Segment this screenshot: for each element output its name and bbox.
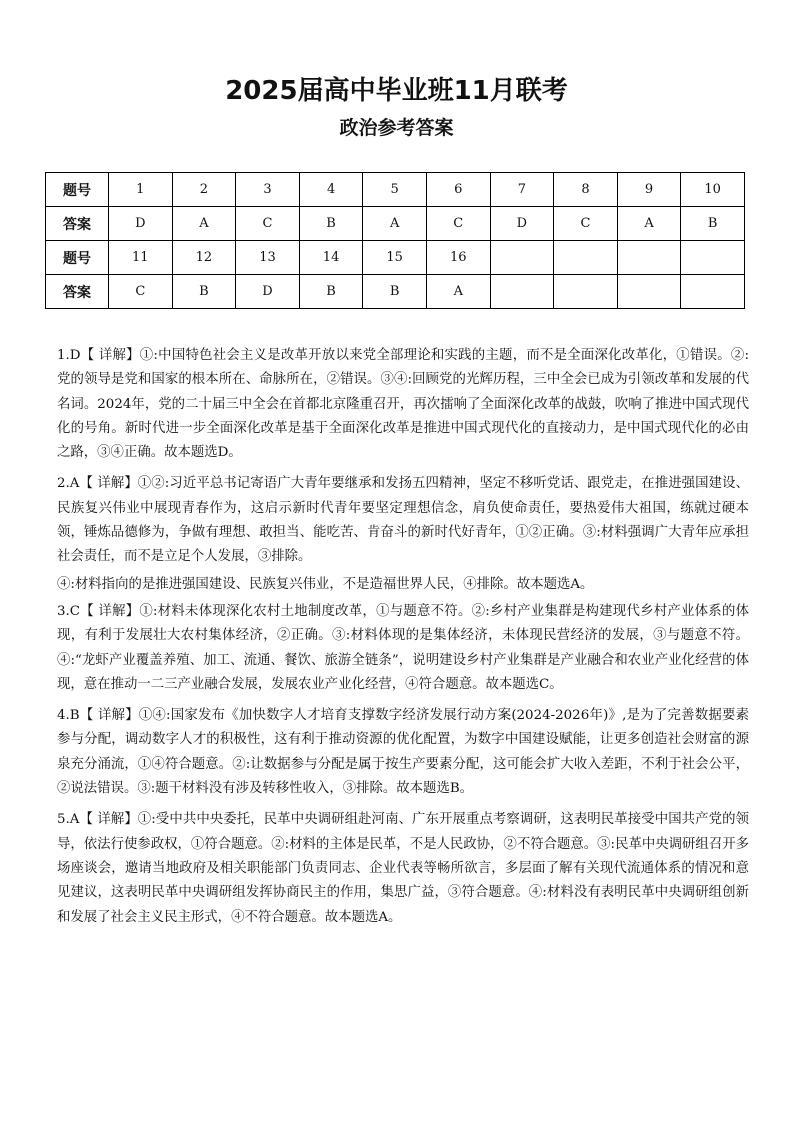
- question-number-cell: [490, 241, 554, 275]
- answer-cell: [554, 275, 618, 309]
- answer-row: [46, 207, 745, 241]
- answer-cell: B: [681, 207, 745, 241]
- question-number-cell: [554, 241, 618, 275]
- answer-cell: B: [363, 275, 427, 309]
- question-number-cell: 11: [109, 241, 173, 275]
- question-number-cell: 15: [363, 241, 427, 275]
- answer-cell: [681, 275, 745, 309]
- question-number-cell: 5: [363, 173, 427, 207]
- question-number-cell: 13: [236, 241, 300, 275]
- answer-cell: D: [109, 207, 173, 241]
- explanation-paragraph: 2.A【 详解】①②:习近平总书记寄语广大青年要继承和发扬五四精神，坚定不移听党话、跟党走，在推进强国建设、民族复兴伟业中展现青春作为，这启示新时代青年要坚定理想信念，肩负使命责任，要热爱伟大祖国，练就过硬本领，锤炼品德修为，争做有理想、敢担当、能吃苦、肯奋斗的新时代好青年，①②正确。③:材料强调广大青年应承担社会责任，而不是立足个人发展，③排除。: [57, 476, 749, 565]
- answer-cell: A: [617, 207, 681, 241]
- question-number-label: 题号: [46, 173, 109, 207]
- question-number-cell: 2: [172, 173, 236, 207]
- answer-table: [45, 172, 745, 309]
- answer-label: 答案: [46, 207, 109, 241]
- question-number-cell: 10: [681, 173, 745, 207]
- explanation-paragraph: ④:材料指向的是推进强国建设、民族复兴伟业，不是造福世界人民，④排除。故本题选A。: [57, 576, 594, 592]
- explanation-section: [57, 344, 749, 937]
- answer-cell: B: [299, 275, 363, 309]
- page-title: 2025届高中毕业班11月联考: [225, 76, 568, 106]
- answer-cell: C: [109, 275, 173, 309]
- answer-cell: D: [236, 275, 300, 309]
- question-number-cell: 1: [109, 173, 173, 207]
- question-number-cell: 16: [426, 241, 490, 275]
- answer-cell: [490, 275, 554, 309]
- question-number-label: 题号: [46, 241, 109, 275]
- answer-label: 答案: [46, 275, 109, 309]
- answer-cell: C: [236, 207, 300, 241]
- answer-cell: A: [172, 207, 236, 241]
- page-subtitle: 政治参考答案: [339, 117, 454, 139]
- question-number-cell: 7: [490, 173, 554, 207]
- answer-cell: A: [363, 207, 427, 241]
- explanation-paragraph: 5.A【 详解】①:受中共中央委托，民革中央调研组赴河南、广东开展重点考察调研，这表明民革接受中国共产党的领导，依法行使参政权，①符合题意。②:材料的主体是民革，不是人民政协，②不符合题意。③:民革中央调研组召开多场座谈会，邀请当地政府及相关职能部门负责同志、企业代表等畅所欲言，多层面了解有关现代流通体系的情况和意见建议，这表明民革中央调研组发挥协商民主的作用，集思广益，③符合题意。④:材料没有表明民革中央调研组创新和发展了社会主义民主形式，④不符合题意。故本题选A。: [57, 812, 749, 925]
- answer-cell: [617, 275, 681, 309]
- question-number-cell: 12: [172, 241, 236, 275]
- question-number-cell: 6: [426, 173, 490, 207]
- answer-cell: D: [490, 207, 554, 241]
- question-number-row: [46, 173, 745, 207]
- question-number-row: [46, 241, 745, 275]
- question-number-cell: 4: [299, 173, 363, 207]
- answer-cell: A: [426, 275, 490, 309]
- answer-row: [46, 275, 745, 309]
- answer-cell: C: [554, 207, 618, 241]
- question-number-cell: 3: [236, 173, 300, 207]
- explanation-paragraph: 1.D【 详解】①:中国特色社会主义是改革开放以来党全部理论和实践的主题，而不是全面深化改革化，①错误。②:党的领导是党和国家的根本所在、命脉所在，②错误。③④:回顾党的光辉历程，三中全会已成为引领改革和发展的代名词。2024年，党的二十届三中全会在首都北京隆重召开，再次擂响了全面深化改革的战鼓，吹响了推进中国式现代化的号角。新时代进一步全面深化改革是基于全面深化改革是推进中国式现代化的直接动力，是中国式现代化的必由之路，③④正确。故本题选D。: [57, 348, 749, 461]
- answer-cell: B: [172, 275, 236, 309]
- explanation-paragraph: 4.B【 详解】①④:国家发布《加快数字人才培育支撑数字经济发展行动方案(2024-2026年)》,是为了完善数据要素参与分配，调动数字人才的积极性，这有利于推动资源的优化配置，为数字中国建设赋能，让更多创造社会财富的源泉充分涌流，①④符合题意。②:让数据参与分配是属于按生产要素分配，这可能会扩大收入差距，不利于社会公平，②说法错误。③:题干材料没有涉及转移性收入，③排除。故本题选B。: [57, 708, 749, 797]
- question-number-cell: [681, 241, 745, 275]
- question-number-cell: 8: [554, 173, 618, 207]
- explanation-paragraph: 3.C【 详解】①:材料未体现深化农村土地制度改革，①与题意不符。②:乡村产业集群是构建现代乡村产业体系的体现，有利于发展壮大农村集体经济，②正确。③:材料体现的是集体经济，未体现民营经济的发展，③与题意不符。④:“龙虾产业覆盖养殖、加工、流通、餐饮、旅游全链条”，说明建设乡村产业集群是产业融合和农业产业化经营的体现，意在推动一二三产业融合发展，发展农业产业化经营，④符合题意。故本题选C。: [57, 603, 749, 692]
- question-number-cell: 14: [299, 241, 363, 275]
- question-number-cell: [617, 241, 681, 275]
- answer-cell: B: [299, 207, 363, 241]
- question-number-cell: 9: [617, 173, 681, 207]
- answer-cell: C: [426, 207, 490, 241]
